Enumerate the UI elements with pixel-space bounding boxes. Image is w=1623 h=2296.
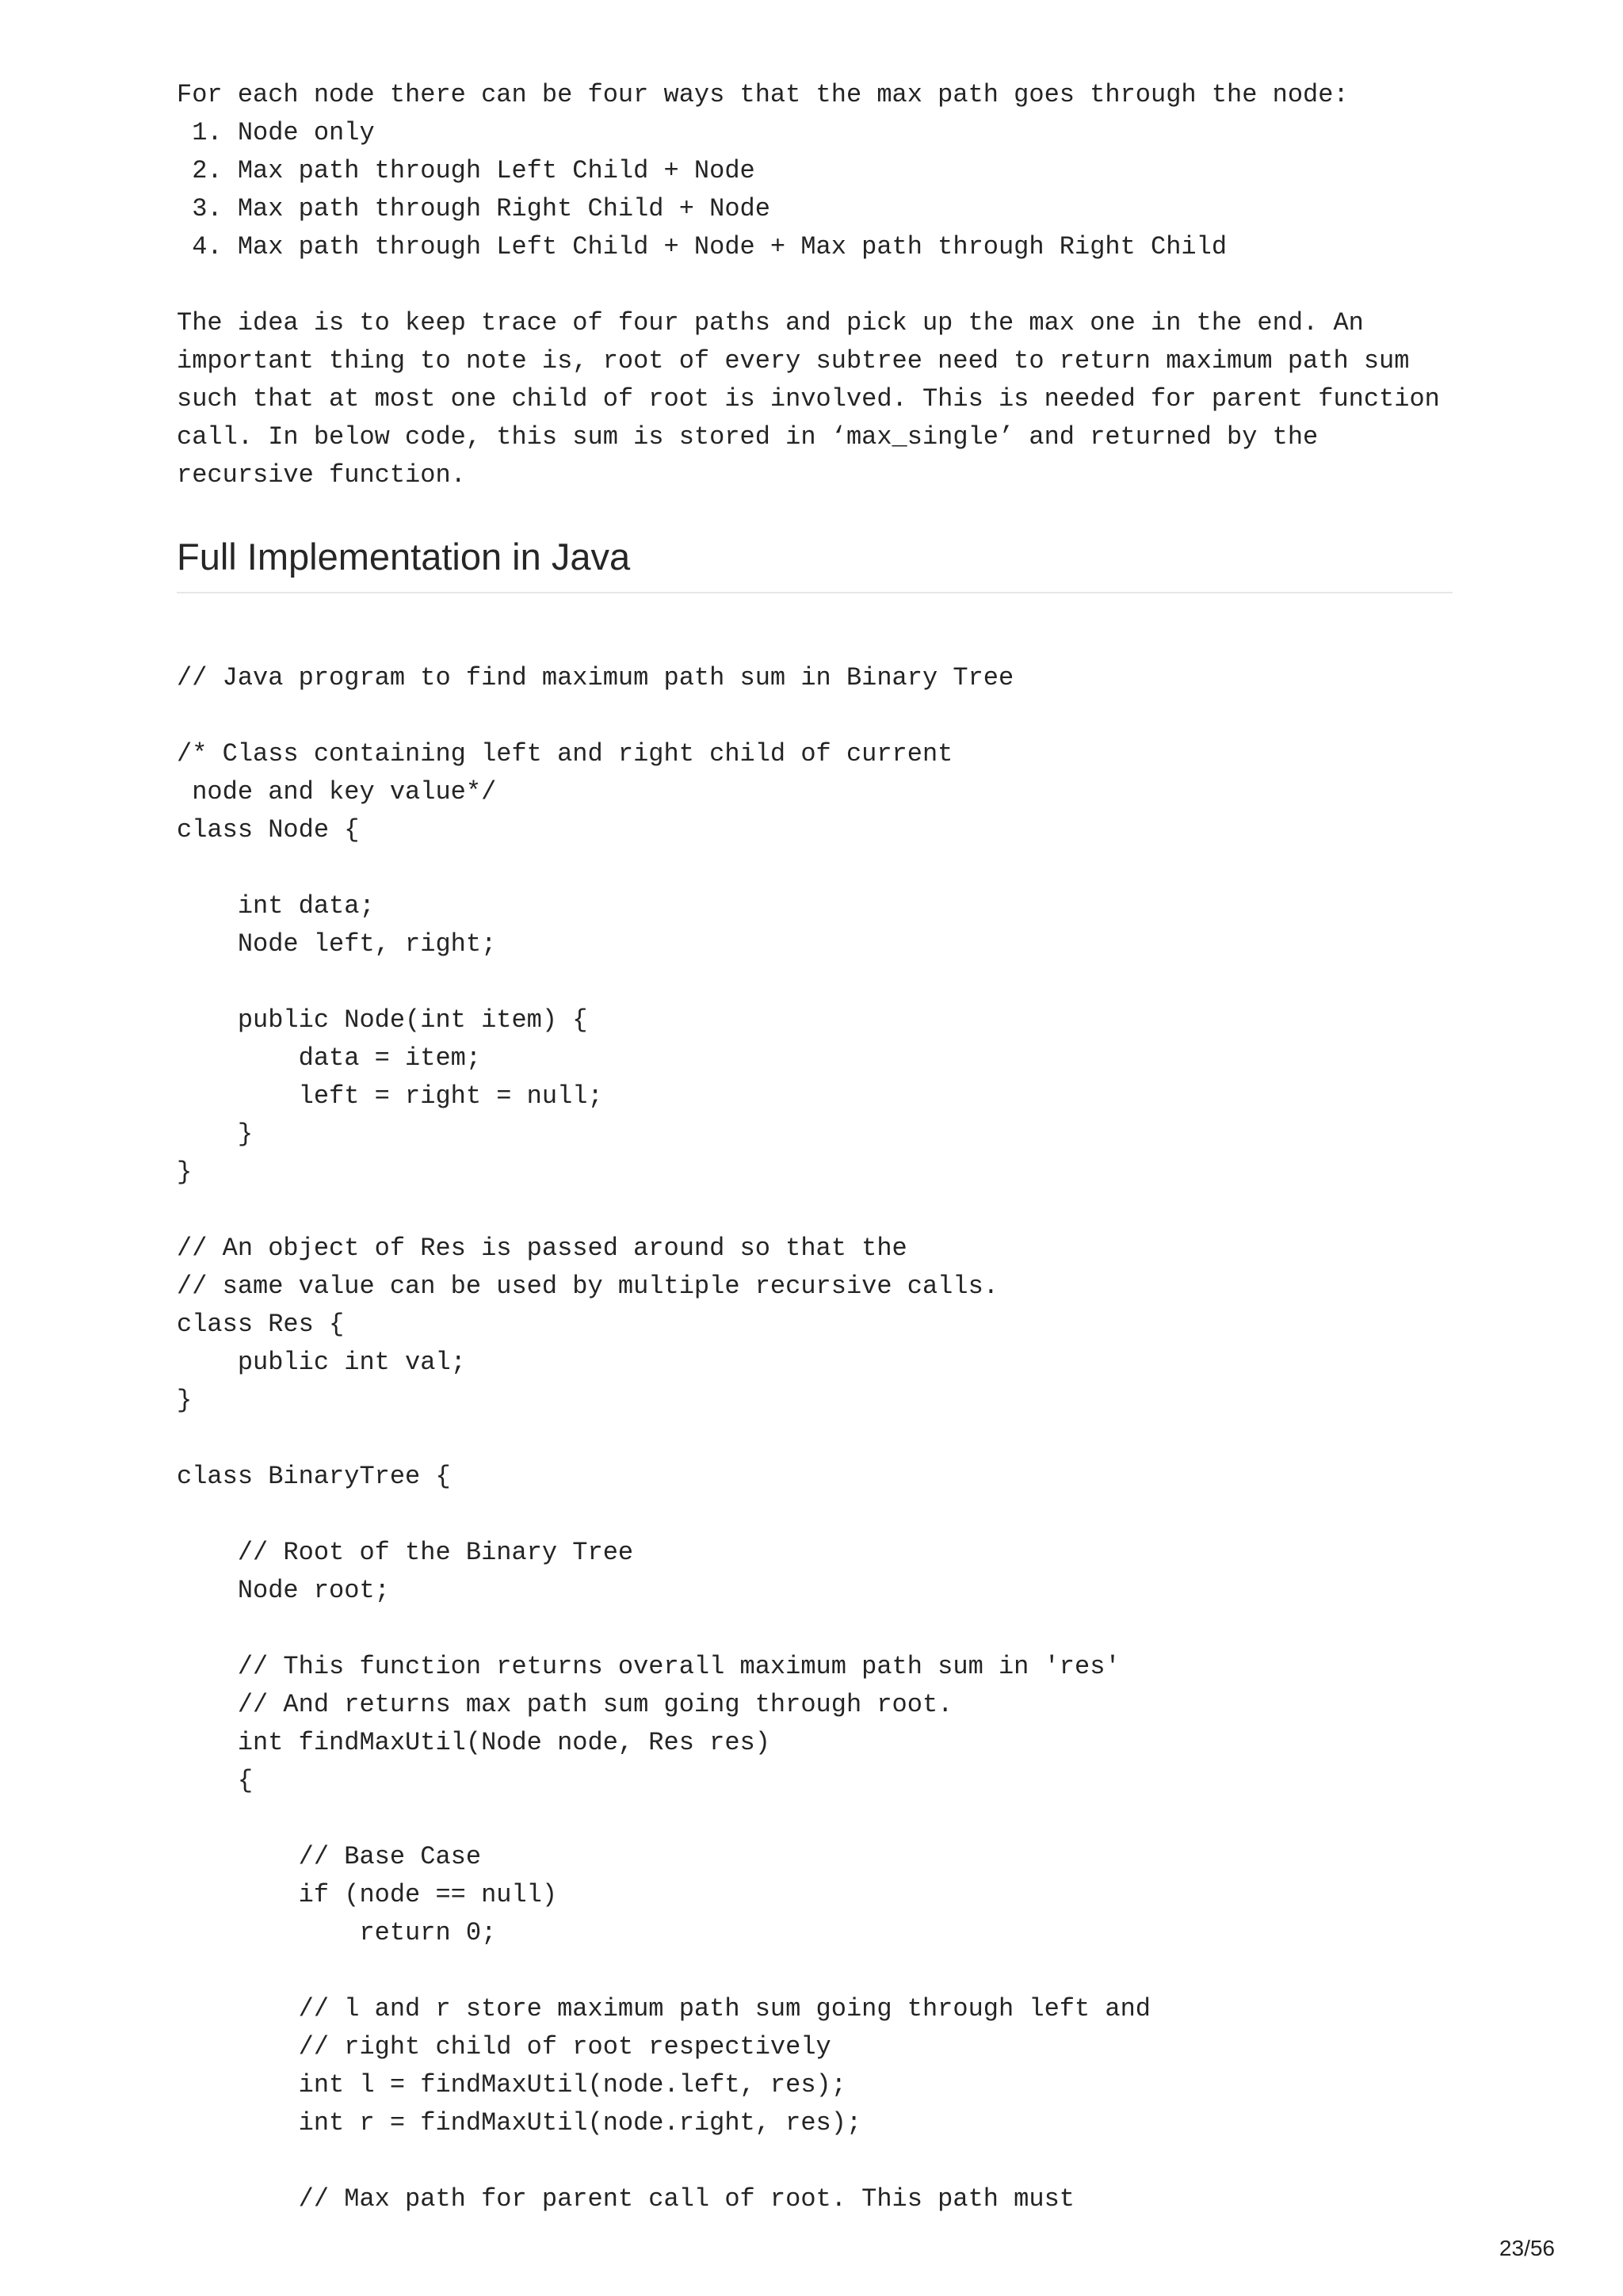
explanation-paragraph: The idea is to keep trace of four paths and pick up the max one in the end. An important thing to note is, root of every subtree need to return maximum path sum such that at most one child of root is involved. This is needed for parent function call. In below code, this sum is stored in ‘max_single’ and returned by the recursive function. (177, 308, 1440, 490)
page-number: 23/56 (1499, 2236, 1555, 2260)
intro-list-text: For each node there can be four ways that the max path goes through the node: 1. Node only 2. Max path through Left Child + Node 3. Max path through Right Child + Node 4. Max path through Left Child + Node + Max path through Right Child (177, 80, 1349, 261)
section-heading: Full Implementation in Java (177, 536, 631, 578)
heading-divider (177, 592, 1453, 593)
code-block: // Java program to find maximum path sum in Binary Tree /* Class containing left and right child of current node and key value*/ class Node { int data; Node left, right; public Node(int item) { data = item; left = right = null; } } // An object of Res is passed around so that the // same value can be used by multiple recursive calls. class Res { public int val; } class BinaryTree { // Root of the Binary Tree Node root; // This function returns overall maximum path sum in 'res' // And returns max path sum going through root. int findMaxUtil(Node node, Res res) { // Base Case if (node == null) return 0; // l and r store maximum path sum going through left and // right child of root respectively int l = findMaxUtil(node.left, res); int r = findMaxUtil(node.right, res); // Max path for parent call of root. This path must (177, 663, 1151, 2214)
